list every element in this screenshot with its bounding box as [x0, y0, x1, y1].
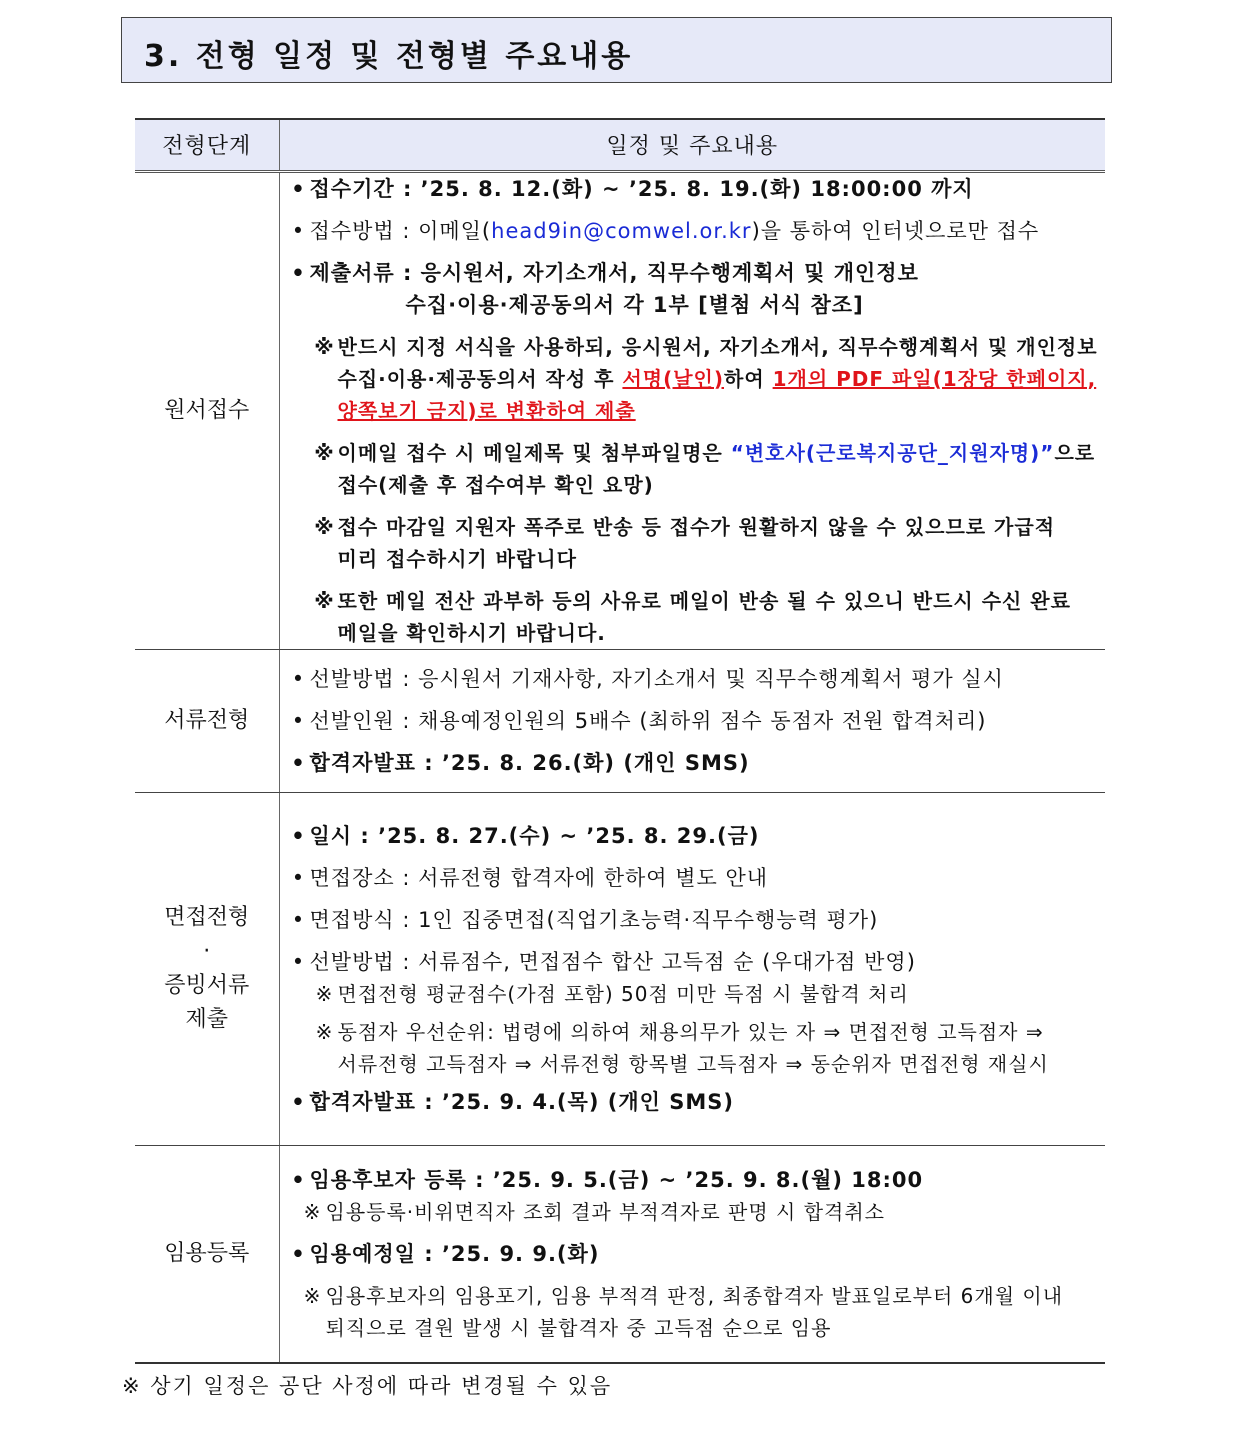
list-item: • 접수방법 : 이메일(head9in@comwel.or.kr)을 통하여 인터넷으로만 접수 — [288, 215, 1100, 247]
email-address: head9in@comwel.or.kr — [491, 218, 752, 243]
header-stage: 전형단계 — [135, 119, 279, 171]
content-application — [279, 171, 1105, 649]
note-item-cont: 양쪽보기 금지)로 변환하여 제출 — [337, 398, 636, 423]
note-mark-icon: ※ — [303, 1283, 322, 1308]
note-item: ※ 면접전형 평균점수(가점 포함) 50점 미만 득점 시 불합격 처리 — [288, 978, 1100, 1010]
note-item: ※ 임용등록·비위면직자 조회 결과 부적격자로 판명 시 합격취소 — [288, 1196, 1100, 1228]
stage-interview: 면접전형 · 증빙서류 제출 — [135, 792, 279, 1145]
bullet-icon: • — [291, 949, 306, 974]
table-row-appointment — [135, 1145, 1105, 1363]
bullet-icon: • — [291, 1167, 306, 1192]
content-appointment — [279, 1145, 1105, 1363]
table-row-interview — [135, 792, 1105, 1145]
note-item: ※ 반드시 지정 서식을 사용하되, 응시원서, 자기소개서, 직무수행계획서 및 개인정보 — [288, 331, 1100, 363]
bullet-icon: • — [291, 666, 306, 691]
list-item: • 임용예정일 : ’25. 9. 9.(화) — [288, 1238, 1100, 1270]
note-mark-icon: ※ — [303, 1199, 322, 1224]
table-header-row — [135, 119, 1105, 171]
list-item: • 합격자발표 : ’25. 8. 26.(화) (개인 SMS) — [288, 747, 1100, 779]
stage-document: 서류전형 — [135, 649, 279, 792]
note-mark-icon: ※ — [314, 588, 335, 613]
note-mark-icon: ※ — [314, 334, 335, 359]
note-item: ※ 임용후보자의 임용포기, 임용 부적격 판정, 최종합격자 발표일로부터 6개월 이내 — [288, 1280, 1100, 1312]
note-item-cont: 미리 접수하시기 바랍니다 — [337, 546, 577, 571]
table-row-document — [135, 649, 1105, 792]
note-item-cont: 퇴직으로 결원 발생 시 불합격자 중 고득점 순으로 임용 — [325, 1315, 832, 1340]
bullet-icon: • — [291, 823, 306, 848]
list-item-cont: 수집·이용·제공동의서 각 1부 [별첨 서식 참조] — [405, 292, 864, 317]
table-row-application — [135, 171, 1105, 649]
bullet-icon: • — [291, 907, 306, 932]
list-item: • 선발방법 : 서류점수, 면접점수 합산 고득점 순 (우대가점 반영) — [288, 946, 1100, 978]
note-item-cont: 수집·이용·제공동의서 작성 후 서명(날인)하여 1개의 PDF 파일(1장당 한페이지, — [337, 366, 1097, 391]
bullet-icon: • — [291, 708, 306, 733]
bullet-icon: • — [291, 1089, 306, 1114]
list-item: • 면접방식 : 1인 집중면접(직업기초능력·직무수행능력 평가) — [288, 904, 1100, 936]
note-mark-icon: ※ — [315, 981, 334, 1006]
note-item: ※ 접수 마감일 지원자 폭주로 반송 등 접수가 원활하지 않을 수 있으므로 가급적 — [288, 511, 1100, 543]
list-item: • 제출서류 : 응시원서, 자기소개서, 직무수행계획서 및 개인정보 — [288, 257, 1100, 289]
note-item-cont: 메일을 확인하시기 바랍니다. — [337, 620, 606, 645]
list-item: • 선발방법 : 응시원서 기재사항, 자기소개서 및 직무수행계획서 평가 실시 — [288, 663, 1100, 695]
list-item: • 접수기간 : ’25. 8. 12.(화) ~ ’25. 8. 19.(화) 18:00:00 까지 — [288, 173, 1100, 205]
note-mark-icon: ※ — [314, 514, 335, 539]
list-item: • 일시 : ’25. 8. 27.(수) ~ ’25. 8. 29.(금) — [288, 820, 1100, 852]
section-title-box — [121, 17, 1112, 83]
list-item: • 임용후보자 등록 : ’25. 9. 5.(금) ~ ’25. 9. 8.(월) 18:00 — [288, 1164, 1100, 1196]
content-interview — [279, 792, 1105, 1145]
bullet-icon: • — [291, 1241, 306, 1266]
header-content: 일정 및 주요내용 — [279, 119, 1105, 171]
note-item-cont: 접수(제출 후 접수여부 확인 요망) — [337, 472, 654, 497]
stage-appointment: 임용등록 — [135, 1145, 279, 1363]
footnote: ※ 상기 일정은 공단 사정에 따라 변경될 수 있음 — [122, 1374, 613, 1398]
note-mark-icon: ※ — [315, 1019, 334, 1044]
note-item: ※ 또한 메일 전산 과부하 등의 사유로 메일이 반송 될 수 있으니 반드시 수신 완료 — [288, 585, 1100, 617]
bullet-icon: • — [291, 260, 306, 285]
list-item: • 합격자발표 : ’25. 9. 4.(목) (개인 SMS) — [288, 1086, 1100, 1118]
note-item: ※ 동점자 우선순위: 법령에 의하여 채용의무가 있는 자 ⇒ 면접전형 고득점자 ⇒ — [288, 1016, 1100, 1048]
bullet-icon: • — [291, 176, 306, 201]
note-item-cont: 서류전형 고득점자 ⇒ 서류전형 항목별 고득점자 ⇒ 동순위자 면접전형 재실시 — [337, 1051, 1049, 1076]
note-item: ※ 이메일 접수 시 메일제목 및 첨부파일명은 “변호사(근로복지공단_지원자명)”으로 — [288, 437, 1100, 469]
stage-application: 원서접수 — [135, 171, 279, 649]
bullet-icon: • — [291, 750, 306, 775]
list-item: • 면접장소 : 서류전형 합격자에 한하여 별도 안내 — [288, 862, 1100, 894]
note-mark-icon: ※ — [314, 440, 335, 465]
bullet-icon: • — [291, 865, 306, 890]
list-item: • 선발인원 : 채용예정인원의 5배수 (최하위 점수 동점자 전원 합격처리) — [288, 705, 1100, 737]
bullet-icon: • — [291, 218, 306, 243]
schedule-table — [135, 118, 1105, 1364]
section-title: 3. 전형 일정 및 전형별 주요내용 — [144, 39, 634, 74]
content-document — [279, 649, 1105, 792]
